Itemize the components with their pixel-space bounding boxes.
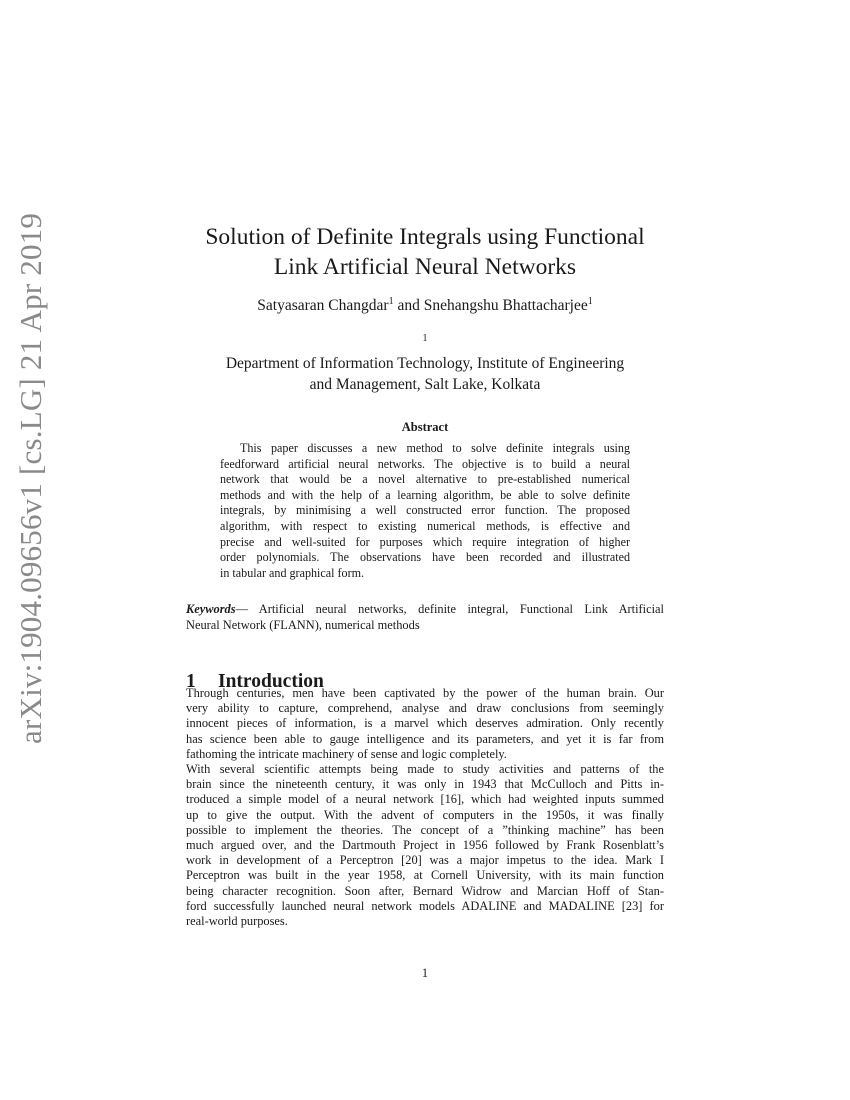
body-line: real-world purposes. [186,914,288,929]
author-1: Satyasaran Changdar [257,297,389,314]
abstract-line: in tabular and graphical form. [220,565,365,580]
affiliation-line-1 [140,332,710,374]
abstract-line: precise and well-suited for purposes which require integration of higher [220,534,630,549]
keywords-block [186,601,664,633]
body-line: very ability to capture, comprehend, analyse and draw conclusions from seemingly [186,701,664,716]
paragraph-2 [186,762,664,929]
author-connector: and [393,297,424,314]
page-number: 1 [421,966,429,980]
body-line: fathoming the intricate machinery of sense and logic completely. [186,746,507,761]
abstract-line: methods and with the help of a learning algorithm, be able to solve definite [220,487,630,502]
body-line: troduced a simple model of a neural network [16], which had weighted inputs summed [186,792,664,807]
keywords-line-1 [186,601,664,617]
abstract-line: feedforward artificial neural networks. The objective is to build a neural [220,456,630,471]
author-list [140,296,710,316]
abstract-line: algorithm, with respect to existing numerical methods, is effective and [220,518,630,533]
body-line: work in development of a Perceptron [20] was a major impetus to the idea. Mark I [186,853,664,868]
keywords-line-1-text: — Artificial neural networks, definite integral, Functional Link Artificial [235,602,664,616]
arxiv-identifier: arXiv:1904.09656v1 [cs.LG] 21 Apr 2019 [13,212,48,744]
body-line: brain since the nineteenth century, it was only in 1943 that McCulloch and Pitts in- [186,777,664,792]
section-number: 1 [186,671,196,693]
abstract-heading: Abstract [401,420,449,434]
body-line: Perceptron was built in the year 1958, at Cornell University, with its main function [186,868,664,883]
body-line: With several scientific attempts being made to study activities and patterns of the [186,762,664,777]
introduction-body [186,686,664,929]
paper-title [140,222,710,282]
body-line: up to give the output. With the advent of computers in the 1950s, it was finally [186,807,664,822]
affiliation-line-2: and Management, Salt Lake, Kolkata [309,376,541,393]
author-1-affiliation-mark: 1 [388,295,394,307]
abstract-line: network that would be a novel alternative to pre-established numerical [220,472,630,487]
abstract-line: order polynomials. The observations have been recorded and illustrated [220,550,630,565]
abstract-body [220,441,630,581]
body-line: Through centuries, men have been captivated by the power of the human brain. Our [186,686,664,700]
title-line-2: Link Artificial Neural Networks [273,254,577,280]
body-line: being character recognition. Soon after, Bernard Widrow and Marcian Hoff of Stan- [186,883,664,898]
body-line: ford successfully launched neural network models ADALINE and MADALINE [23] for [186,898,664,913]
keywords-label: Keywords [186,602,236,616]
author-2: Snehangshu Bhattacharjee [423,297,588,314]
section-title: Introduction [218,671,324,693]
author-2-affiliation-mark: 1 [587,295,593,307]
keywords-line-2: Neural Network (FLANN), numerical methods [186,618,420,632]
paragraph-1 [186,686,664,762]
affiliation [140,332,710,395]
affiliation-mark: 1 [422,332,428,344]
abstract-line: This paper discusses a new method to solve definite integrals using [240,441,630,455]
body-line: innocent pieces of information, is a marvel which deserves admiration. Only recently [186,716,664,731]
abstract-line: integrals, by minimising a well constructed error function. The proposed [220,503,630,518]
title-line-1: Solution of Definite Integrals using Functional [205,224,645,250]
body-line: has science been able to gauge intelligence and its parameters, and yet it is far from [186,731,664,746]
body-line: much argued over, and the Dartmouth Project in 1956 followed by Frank Rosenblatt’s [186,838,664,853]
body-line: possible to implement the theories. The concept of a ”thinking machine” has been [186,822,664,837]
affiliation-line-1-text: Department of Information Technology, Institute of Engineering [225,355,625,372]
